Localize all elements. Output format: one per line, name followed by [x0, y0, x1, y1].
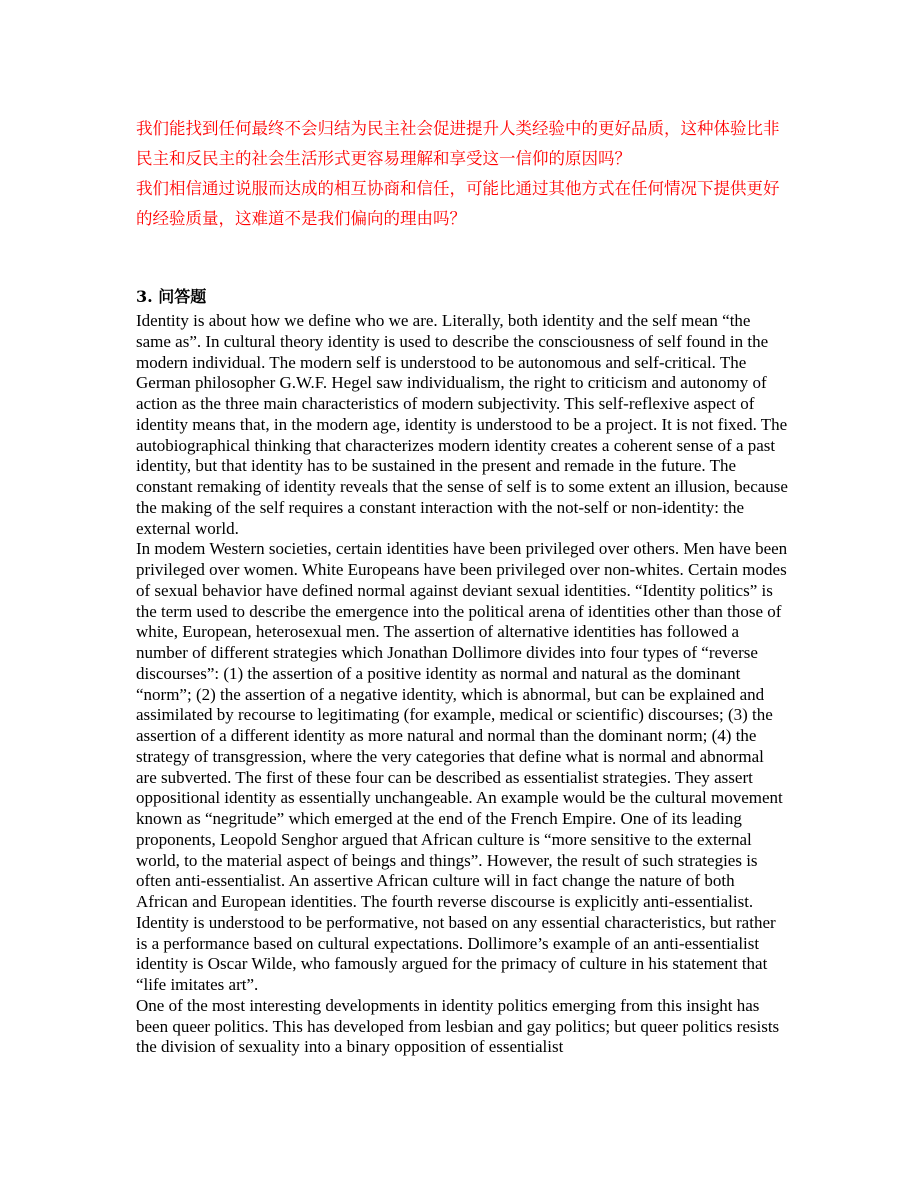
- chinese-question-2: 我们相信通过说服而达成的相互协商和信任，可能比通过其他方式在任何情况下提供更好的经验质量，这难道不是我们偏向的理由吗？: [136, 179, 780, 228]
- chinese-questions-block: [136, 114, 788, 234]
- essay-body: [136, 311, 788, 1058]
- paragraph-1: Identity is about how we define who we are. Literally, both identity and the self mean “the same as”. In cultural theory identity is used to describe the consciousness of self found in the modern individual. The modern self is understood to be autonomous and self-critical. The German philosopher G.W.F. Hegel saw individualism, the right to criticism and autonomy of action as the three main characteristics of modern subjectivity. This self-reflexive aspect of identity means that, in the modern age, identity is understood to be a project. It is not fixed. The autobiographical thinking that characterizes modern identity creates a coherent sense of a past identity, but that identity has to be sustained in the present and remade in the future. The constant remaking of identity reveals that the sense of self is to some extent an illusion, because the making of the self requires a constant interaction with the not-self or non-identity: the external world.: [136, 311, 788, 538]
- paragraph-2: In modem Western societies, certain identities have been privileged over others. Men have been privileged over women. White Europeans have been privileged over non-whites. Certain modes of sexual behavior have defined normal against deviant sexual identities. “Identity politics” is the term used to describe the emergence into the political arena of identities other than those of white, European, heterosexual men. The assertion of alternative identities has followed a number of different strategies which Jonathan Dollimore divides into four types of “reverse discourses”: (1) the assertion of a positive identity as normal and natural as the dominant “norm”; (2) the assertion of a negative identity, which is abnormal, but can be explained and assimilated by recourse to legitimating (for example, medical or scientific) discourses; (3) the assertion of a different identity as more natural and normal than the dominant norm; (4) the strategy of transgression, where the very categories that define what is normal and abnormal are subverted. The first of these four can be described as essentialist strategies. They assert oppositional identity as essentially unchangeable. An example would be the cultural movement known as “negritude” which emerged at the end of the French Empire. One of its leading proponents, Leopold Senghor argued that African culture is “more sensitive to the external world, to the material aspect of beings and things”. However, the result of such strategies is often anti-essentialist. An assertive African culture will in fact change the nature of both African and European identities. The fourth reverse discourse is explicitly anti-essentialist. Identity is understood to be performative, not based on any essential characteristics, but rather is a performance based on cultural expectations. Dollimore’s example of an anti-essentialist identity is Oscar Wilde, who famously argued for the primacy of culture in his statement that “life imitates art”.: [136, 539, 788, 994]
- chinese-questions: [136, 114, 788, 234]
- section-heading: 3. 问答题: [136, 287, 207, 306]
- chinese-question-1: 我们能找到任何最终不会归结为民主社会促进提升人类经验中的更好品质，这种体验比非民主和反民主的社会生活形式更容易理解和享受这一信仰的原因吗？: [136, 119, 780, 168]
- paragraph-3: One of the most interesting developments in identity politics emerging from this insight has been queer politics. This has developed from lesbian and gay politics; but queer politics resists the division of sexuality into a binary opposition of essentialist: [136, 995, 780, 1057]
